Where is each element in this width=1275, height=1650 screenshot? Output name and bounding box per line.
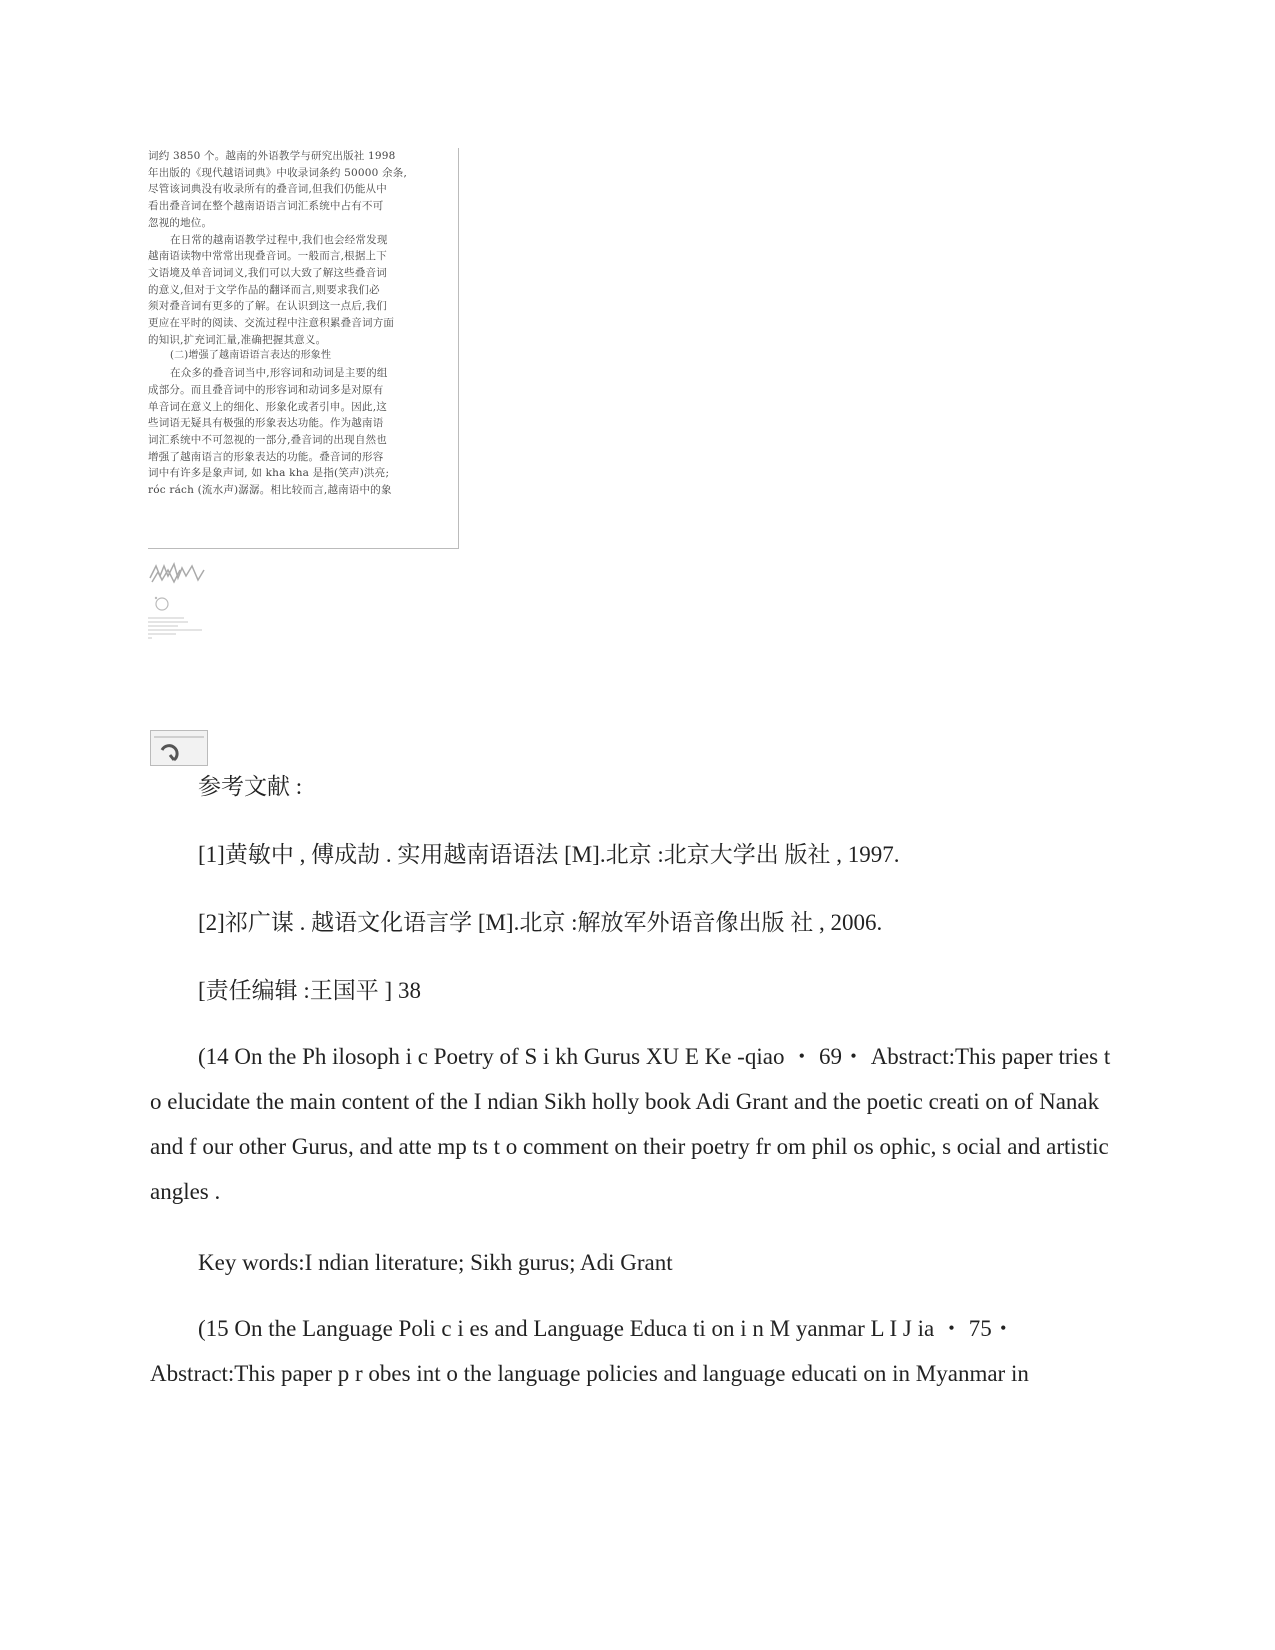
scan-line: 单音词在意义上的细化、形象化或者引申。因此,这: [148, 400, 387, 413]
abstract-15-text: (15 On the Language Poli c i es and Language Educa ti on i n M yanmar L I J ia ・ 75・ Abstract:This paper p r obes int o the language policies and language educati on in Myanmar in: [150, 1316, 1029, 1386]
scan-line: 忽视的地位。: [148, 216, 213, 229]
scan-line: 词汇系统中不可忽视的一部分,叠音词的出现自然也: [148, 433, 387, 446]
reference-item-2: [150, 900, 1125, 945]
scan-line: 年出版的《现代越语词典》中收录词条约 50000 余条,: [148, 166, 408, 179]
references-heading: [150, 764, 1125, 809]
scan-line: 越南语读物中常常出现叠音词。一般而言,根据上下: [148, 250, 387, 263]
scan-line: 更应在平时的阅读、交流过程中注意积累叠音词方面: [148, 317, 395, 330]
reference-text: [2]祁广谋 . 越语文化语言学 [M].北京 :解放军外语音像出版 社 , 2006.: [198, 910, 883, 935]
abstract-15: [150, 1306, 1125, 1396]
scan-line: 成部分。而且叠音词中的形容词和动词多是对原有: [148, 383, 384, 396]
scan-line: 在日常的越南语教学过程中,我们也会经常发现: [170, 233, 388, 246]
scan-line: 尽管该词典没有收录所有的叠音词,但我们仍能从中: [148, 183, 387, 196]
scan-line: 看出叠音词在整个越南语语言词汇系统中占有不可: [148, 200, 384, 213]
keywords-14: [150, 1240, 1125, 1285]
editor-text: [责任编辑 :王国平 ] 38: [198, 978, 421, 1003]
scan-line: 在众多的叠音词当中,形容词和动词是主要的组: [170, 367, 388, 380]
scan-line: 词中有许多是象声词, 如 kha kha 是指(笑声)洪亮;: [148, 467, 390, 480]
scan-line: róc rách (流水声)潺潺。相比较而言,越南语中的象: [148, 484, 392, 497]
abstract-14: [150, 1034, 1125, 1214]
scan-thumbnail-icon: [150, 730, 208, 766]
scanned-page-fragment: [148, 148, 459, 549]
scan-line: 的意义,但对于文学作品的翻译而言,则要求我们必: [148, 283, 380, 296]
reference-text: [1]黄敏中 , 傅成劼 . 实用越南语语法 [M].北京 :北京大学出 版社 , 1997.: [198, 842, 900, 867]
keywords-14-text: Key words:I ndian literature; Sikh gurus; Adi Grant: [198, 1250, 673, 1275]
abstract-14-text: (14 On the Ph ilosoph i c Poetry of S i kh Gurus XU E Ke -qiao ・ 69・ Abstract:This paper tries t o elucidate the main content of the I ndian Sikh holly book Adi Grant and the poetic creati on of Nanak and f our other Gurus, and atte mp ts t o comment on their poetry fr om phil os ophic, s ocial and artistic angles .: [150, 1044, 1111, 1204]
scan-section-heading: (二)增强了越南语语言表达的形象性: [170, 350, 332, 362]
scan-line: 的知识,扩充词汇量,准确把握其意义。: [148, 333, 327, 346]
references-heading-text: 参考文献 :: [198, 774, 303, 799]
scan-artifact-image: [148, 560, 228, 655]
editor-line: [150, 968, 1125, 1013]
scan-line: 词约 3850 个。越南的外语教学与研究出版社 1998: [148, 150, 396, 162]
scan-line: 些词语无疑具有极强的形象表达功能。作为越南语: [148, 417, 384, 430]
scan-line: 须对叠音词有更多的了解。在认识到这一点后,我们: [148, 300, 387, 313]
reference-item-1: [150, 832, 1125, 877]
scan-line: 文语境及单音词词义,我们可以大致了解这些叠音词: [148, 266, 387, 279]
scan-line: 增强了越南语言的形象表达的功能。叠音词的形容: [148, 450, 384, 463]
